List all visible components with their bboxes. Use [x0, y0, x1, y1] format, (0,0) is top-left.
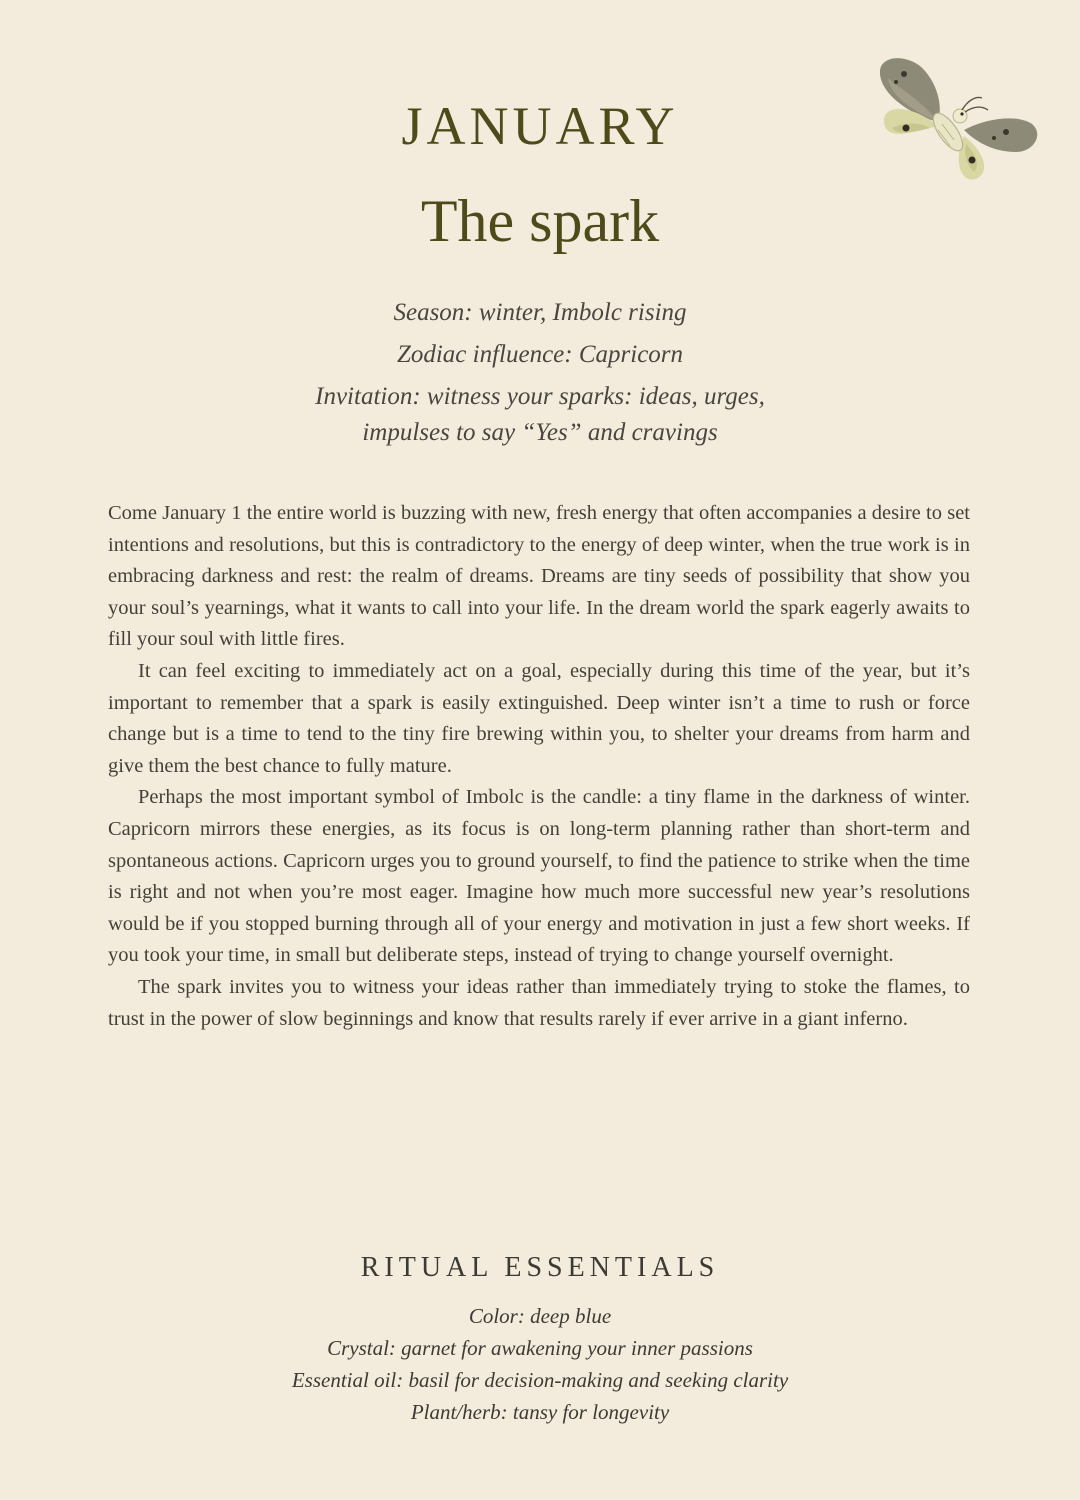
- ritual-plant-herb: Plant/herb: tansy for longevity: [410, 1400, 670, 1424]
- invitation-line-2: impulses to say “Yes” and cravings: [362, 419, 718, 446]
- paragraph: Perhaps the most important symbol of Imbolc is the candle: a tiny flame in the darkness of winter. Capricorn mirrors these energies, as its focus is on long-term planning rather than short-term and spontaneous actions. Capricorn urges you to ground yourself, to find the patience to strike when the time is right and not when you’re most eager. Imagine how much more successful new year’s resolutions would be if you stopped burning through all of your energy and motivation in just a few short weeks. If you took your time, in small but deliberate steps, instead of trying to change yourself overnight.: [108, 786, 970, 967]
- ritual-essentials-list: [0, 1300, 1080, 1428]
- invitation-line-1: Invitation: witness your sparks: ideas, urges,: [315, 383, 765, 410]
- ritual-essentials-heading: RITUAL ESSENTIALS: [360, 1252, 720, 1283]
- chapter-title: The spark: [420, 188, 660, 254]
- ritual-color: Color: deep blue: [468, 1304, 612, 1328]
- ritual-crystal: Crystal: garnet for awakening your inner passions: [327, 1336, 753, 1360]
- chapter-meta: [0, 292, 1080, 448]
- zodiac-line: Zodiac influence: Capricorn: [396, 341, 684, 368]
- month-heading: JANUARY: [401, 96, 679, 156]
- paragraph: It can feel exciting to immediately act on a goal, especially during this time of the year, but it’s important to remember that a spark is easily extinguished. Deep winter isn’t a time to rush or force change but is a time to tend to the tiny fire brewing within you, to shelter your dreams from harm and give them the best chance to fully mature.: [108, 659, 970, 777]
- paragraph: The spark invites you to witness your ideas rather than immediately trying to stoke the flames, to trust in the power of slow beginnings and know that results rarely if ever arrive in a giant inferno.: [108, 975, 970, 1030]
- season-line: Season: winter, Imbolc rising: [393, 299, 687, 326]
- body-text: [108, 498, 970, 1035]
- paragraph: Come January 1 the entire world is buzzing with new, fresh energy that often accompanies a desire to set intentions and resolutions, but this is contradictory to the energy of deep winter, when the true work is in embracing darkness and rest: the realm of dreams. Dreams are tiny seeds of possibility that show you your soul’s yearnings, what it wants to call into your life. In the dream world the spark eagerly awaits to fill your soul with little fires.: [108, 502, 970, 651]
- ritual-essential-oil: Essential oil: basil for decision-making and seeking clarity: [291, 1368, 789, 1392]
